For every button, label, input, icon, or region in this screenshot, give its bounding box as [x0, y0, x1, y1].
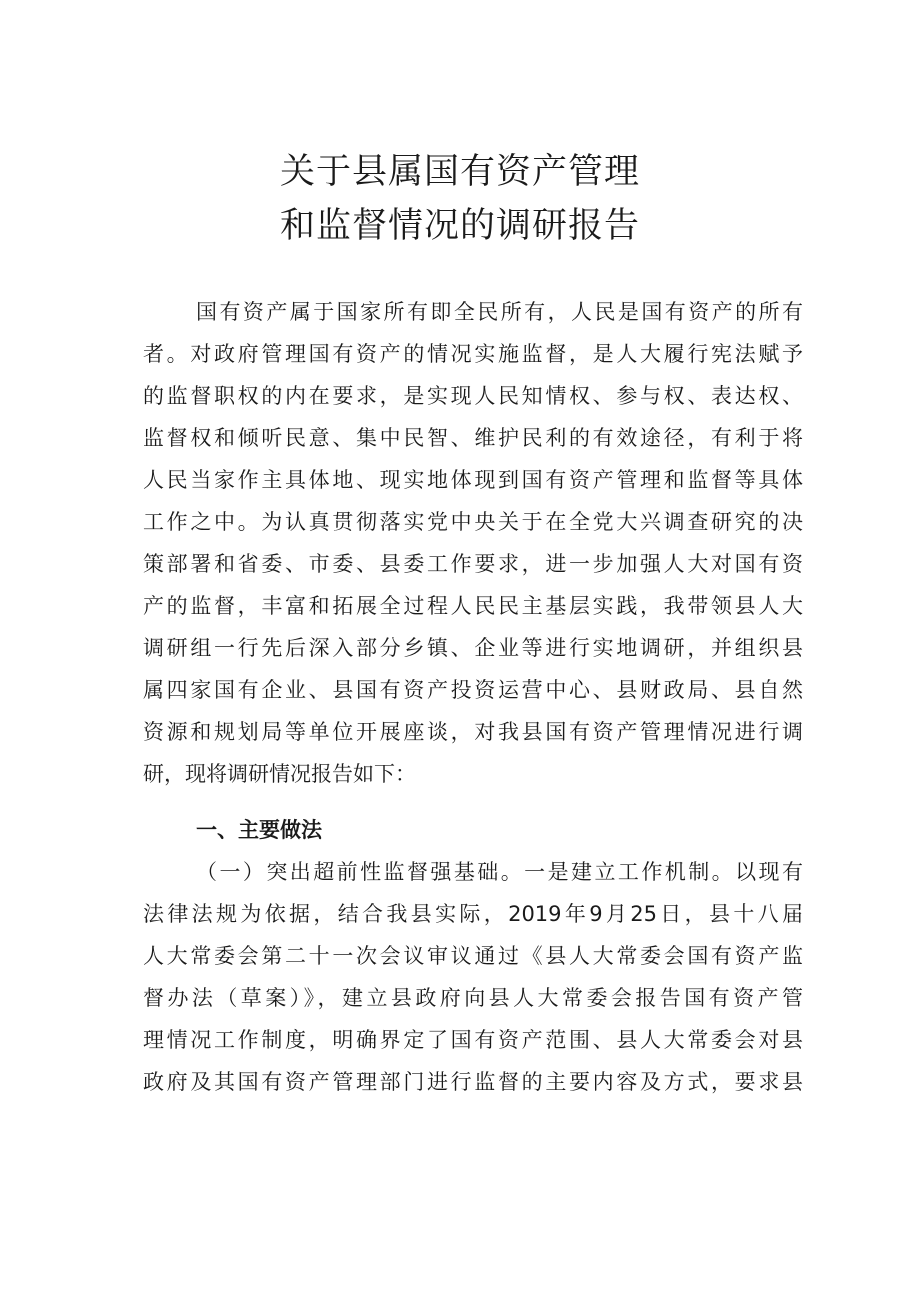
intro-line: 策部署和省委、市委、县委工作要求，进一步加强人大对国有资 [143, 552, 803, 576]
intro-line: 产的监督，丰富和拓展全过程人民民主基层实践，我带领县人大 [143, 594, 803, 618]
section-line: 理情况工作制度，明确界定了国有资产范围、县人大常委会对县 [143, 1028, 803, 1052]
intro-line: 调研组一行先后深入部分乡镇、企业等进行实地调研，并组织县 [143, 636, 803, 660]
section-line: 政府及其国有资产管理部门进行监督的主要内容及方式，要求县 [143, 1070, 803, 1094]
section-line: 人大常委会第二十一次会议审议通过《县人大常委会国有资产监 [143, 944, 803, 968]
intro-line: 研，现将调研情况报告如下： [143, 762, 416, 786]
intro-line: 监督权和倾听民意、集中民智、维护民利的有效途径，有利于将 [143, 426, 803, 450]
section-line: （一）突出超前性监督强基础。一是建立工作机制。以现有 [196, 860, 803, 884]
intro-line: 者。对政府管理国有资产的情况实施监督，是人大履行宪法赋予 [143, 342, 803, 366]
intro-line: 工作之中。为认真贯彻落实党中央关于在全党大兴调查研究的决 [143, 510, 803, 534]
intro-line: 属四家国有企业、县国有资产投资运营中心、县财政局、县自然 [143, 678, 803, 702]
intro-line: 的监督职权的内在要求，是实现人民知情权、参与权、表达权、 [143, 384, 803, 408]
section-line: 法律法规为依据，结合我县实际，2019年9月25日，县十八届 [143, 902, 803, 926]
document-title-line-1: 关于县属国有资产管理 [279, 152, 640, 192]
section-heading: 一、主要做法 [196, 818, 322, 842]
intro-line: 人民当家作主具体地、现实地体现到国有资产管理和监督等具体 [143, 468, 803, 492]
intro-line: 国有资产属于国家所有即全民所有，人民是国有资产的所有 [196, 300, 803, 324]
document-title-line-2: 和监督情况的调研报告 [279, 206, 640, 246]
intro-line: 资源和规划局等单位开展座谈，对我县国有资产管理情况进行调 [143, 720, 803, 744]
section-line: 督办法（草案）》，建立县政府向县人大常委会报告国有资产管 [143, 986, 803, 1010]
